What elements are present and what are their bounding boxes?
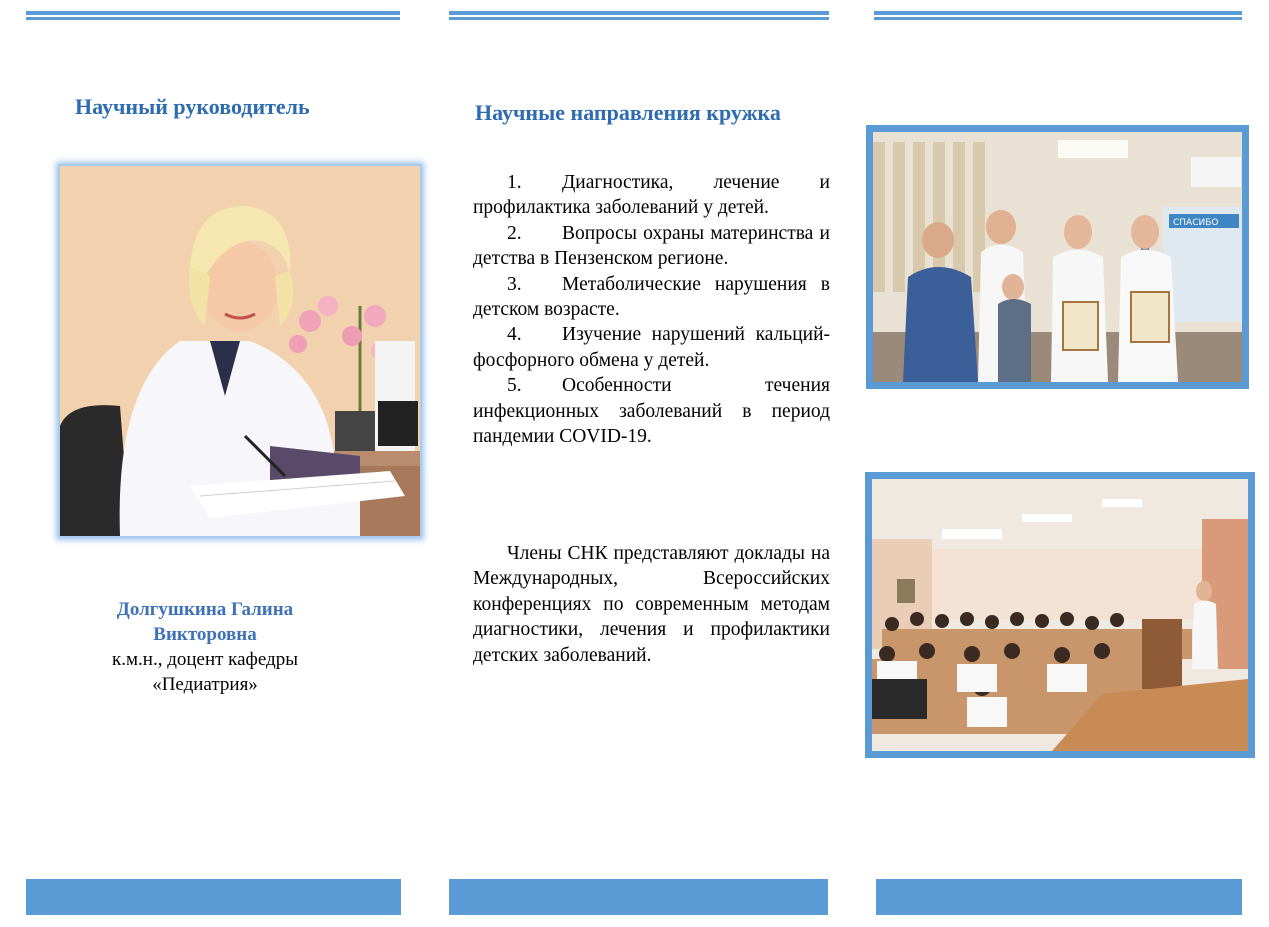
bottom-bar-left — [26, 879, 401, 915]
research-directions-list — [473, 170, 830, 449]
conference-hall-photo — [865, 472, 1255, 758]
supervisor-name-line1: Долгушкина Галина — [116, 599, 294, 620]
award-ceremony-illustration — [873, 132, 1242, 382]
top-bar-middle — [449, 11, 829, 20]
list-item: 2. Вопросы охраны материнства и детства в Пензенском регионе. — [473, 222, 830, 270]
conference-hall-illustration — [872, 479, 1248, 751]
list-item: 1. Диагностика, лечение и профилактика заболеваний у детей. — [473, 172, 830, 219]
research-directions-heading: Научные направления кружка — [475, 100, 781, 125]
supervisor-title-line1: к.м.н., доцент кафедры — [112, 649, 298, 670]
top-bar-left — [26, 11, 400, 20]
supervisor-photo-illustration — [60, 166, 420, 536]
bottom-bar-middle — [449, 879, 828, 915]
supervisor-title-line2: «Педиатрия» — [152, 674, 258, 695]
supervisor-photo — [58, 164, 422, 538]
list-item: 3. Метаболические нарушения в детском возрасте. — [473, 273, 830, 321]
award-ceremony-photo — [866, 125, 1249, 389]
members-paragraph: Члены СНК представляют доклады на Международных, Всероссийских конференциях по современным методам диагностики, лечения и профилактики детских заболеваний. — [473, 543, 830, 666]
supervisor-name-line2: Викторовна — [153, 624, 257, 645]
bottom-bar-right — [876, 879, 1242, 915]
supervisor-info — [58, 597, 352, 697]
list-item: 5. Особенности течения инфекционных заболеваний в период пандемии COVID-19. — [473, 375, 830, 448]
supervisor-heading: Научный руководитель — [75, 94, 310, 119]
list-item: 4. Изучение нарушений кальций-фосфорного обмена у детей. — [473, 324, 830, 371]
top-bar-right — [874, 11, 1242, 20]
screen-text: СПАСИБО — [1173, 218, 1219, 228]
